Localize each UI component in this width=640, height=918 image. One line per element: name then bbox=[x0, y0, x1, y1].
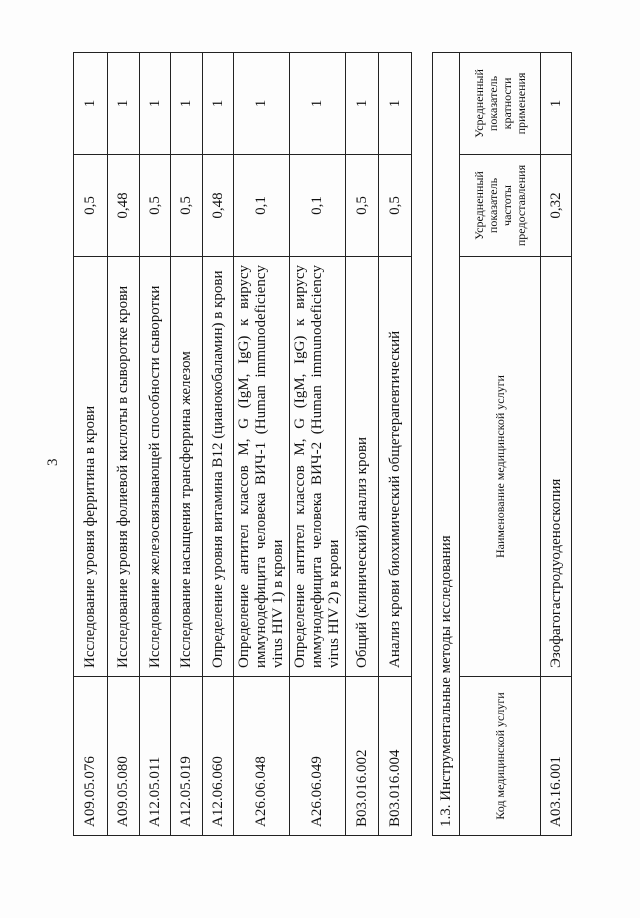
multiplicity-value: 1 bbox=[171, 53, 203, 155]
multiplicity-value: 1 bbox=[108, 53, 140, 155]
table-row bbox=[541, 52, 572, 835]
table-row bbox=[108, 53, 140, 836]
header-code: Код медицинской услуги bbox=[460, 677, 541, 836]
header-row bbox=[460, 52, 541, 835]
multiplicity-value: 1 bbox=[140, 53, 171, 155]
service-name: Определение антител классов M, G (IgM, IgG) к вирусу иммунодефицита человека ВИЧ-2 (Human immunodeficiency virus HIV 2) в крови bbox=[290, 257, 346, 677]
service-name: Общий (клинический) анализ крови bbox=[346, 257, 379, 677]
section-title: 1.3. Инструментальные методы исследования bbox=[433, 52, 460, 835]
header-name: Наименование медицинской услуги bbox=[460, 257, 541, 677]
table-row bbox=[234, 53, 290, 836]
frequency-value: 0,5 bbox=[171, 155, 203, 257]
frequency-value: 0,5 bbox=[140, 155, 171, 257]
service-name: Эзофагогастродуоденоскопия bbox=[541, 257, 572, 677]
multiplicity-value: 1 bbox=[290, 53, 346, 155]
frequency-value: 0,1 bbox=[290, 155, 346, 257]
multiplicity-value: 1 bbox=[234, 53, 290, 155]
header-frequency: Усредненный показатель частоты предоставления bbox=[460, 155, 541, 257]
service-name: Анализ крови биохимический общетерапевтический bbox=[379, 257, 412, 677]
service-name: Исследование насыщения трансферрина железом bbox=[171, 257, 203, 677]
table-row bbox=[203, 53, 234, 836]
service-name: Определение антител классов M, G (IgM, IgG) к вирусу иммунодефицита человека ВИЧ-1 (Human immunodeficiency virus HIV 1) в крови bbox=[234, 257, 290, 677]
service-code: A12.06.060 bbox=[203, 677, 234, 836]
table-row bbox=[140, 53, 171, 836]
frequency-value: 0,1 bbox=[234, 155, 290, 257]
service-code: A12.05.011 bbox=[140, 677, 171, 836]
service-code: A26.06.048 bbox=[234, 677, 290, 836]
multiplicity-value: 1 bbox=[379, 53, 412, 155]
frequency-value: 0,32 bbox=[541, 155, 572, 257]
multiplicity-value: 1 bbox=[541, 52, 572, 154]
frequency-value: 0,5 bbox=[346, 155, 379, 257]
table-row bbox=[290, 53, 346, 836]
table-row bbox=[346, 53, 379, 836]
frequency-value: 0,48 bbox=[108, 155, 140, 257]
service-code: A03.16.001 bbox=[541, 677, 572, 836]
service-code: A26.06.049 bbox=[290, 677, 346, 836]
table-row bbox=[171, 53, 203, 836]
page-number: 3 bbox=[45, 458, 61, 466]
multiplicity-value: 1 bbox=[346, 53, 379, 155]
service-name: Исследование уровня фолиевой кислоты в сыворотке крови bbox=[108, 257, 140, 677]
service-code: B03.016.002 bbox=[346, 677, 379, 836]
instrumental-methods-table bbox=[432, 52, 572, 836]
service-name: Исследование уровня ферритина в крови bbox=[74, 257, 108, 677]
header-multiplicity: Усредненный показатель кратности применения bbox=[460, 52, 541, 154]
table-row bbox=[379, 53, 412, 836]
service-name: Исследование железосвязывающей способности сыворотки bbox=[140, 257, 171, 677]
service-code: A09.05.076 bbox=[74, 677, 108, 836]
frequency-value: 0,5 bbox=[74, 155, 108, 257]
service-code: A12.05.019 bbox=[171, 677, 203, 836]
service-code: A09.05.080 bbox=[108, 677, 140, 836]
services-table bbox=[73, 52, 412, 836]
section-title-row bbox=[433, 52, 460, 835]
table-row bbox=[74, 53, 108, 836]
service-name: Определение уровня витамина B12 (цианокобаламин) в крови bbox=[203, 257, 234, 677]
frequency-value: 0,48 bbox=[203, 155, 234, 257]
multiplicity-value: 1 bbox=[203, 53, 234, 155]
frequency-value: 0,5 bbox=[379, 155, 412, 257]
service-code: B03.016.004 bbox=[379, 677, 412, 836]
multiplicity-value: 1 bbox=[74, 53, 108, 155]
